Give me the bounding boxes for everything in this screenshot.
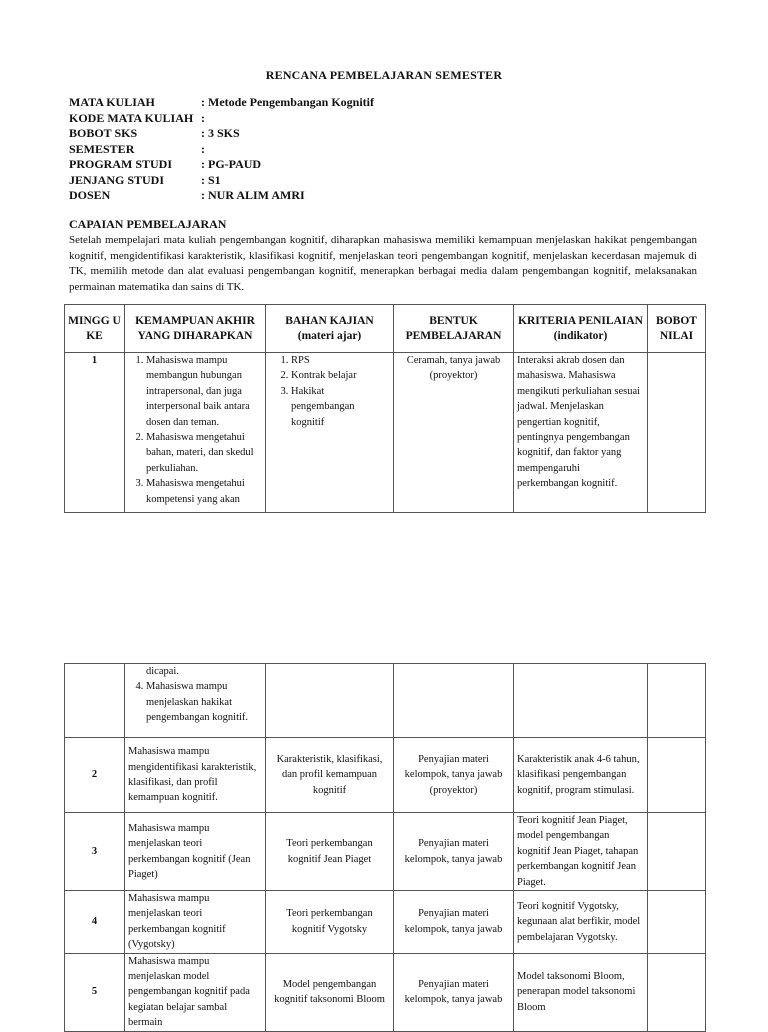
bobot-cell: [648, 664, 706, 738]
meta-label: BOBOT SKS: [69, 126, 138, 140]
week-number: 3: [65, 813, 125, 891]
kriteria-cell: Teori kognitif Jean Piaget, model pengembangan kognitif Jean Piaget, tahapan perkembangan kognitif Jean Piaget.: [514, 813, 648, 891]
bahan-cell: Teori perkembangan kognitif Jean Piaget: [266, 813, 394, 891]
document-title: RENCANA PEMBELAJARAN SEMESTER: [265, 68, 503, 82]
meta-label: KODE MATA KULIAH: [69, 110, 194, 125]
list-item: 4. Mahasiswa mampu menjelaskan hakikat pengembangan kognitif.: [146, 679, 262, 725]
kriteria-cell: Teori kognitif Vygotsky, kegunaan alat berfikir, model pembelajaran Vygotsky.: [514, 891, 648, 954]
capaian-heading: CAPAIAN PEMBELAJARAN: [69, 217, 227, 231]
meta-value: :: [201, 110, 205, 125]
week-number: 1: [65, 353, 125, 513]
table-row: [65, 813, 706, 891]
bentuk-cell: Penyajian materi kelompok, tanya jawab: [394, 953, 514, 1031]
list-item: 1. RPS: [291, 353, 390, 368]
bentuk-cell: Ceramah, tanya jawab (proyektor): [394, 353, 514, 513]
kemampuan-cell: [125, 353, 266, 513]
table-row: [65, 891, 706, 954]
table-row: [65, 738, 706, 813]
bobot-cell: [648, 891, 706, 954]
table-header-row: [65, 305, 706, 353]
week-number: 4: [65, 891, 125, 954]
kemampuan-list: [128, 353, 262, 507]
list-item: 2. Mahasiswa mengetahui bahan, materi, dan skedul perkuliahan.: [146, 430, 262, 476]
meta-row: [69, 111, 374, 127]
week-number: 5: [65, 953, 125, 1031]
kemampuan-cell: Mahasiswa mampu menjelaskan teori perkembangan kognitif (Jean Piaget): [125, 813, 266, 891]
list-item: 3. Hakikat pengembangan kognitif: [291, 384, 390, 430]
kriteria-cell: [514, 664, 648, 738]
header-kemampuan: KEMAMPUAN AKHIR YANG DIHARAPKAN: [125, 305, 266, 353]
kriteria-cell: Model taksonomi Bloom, penerapan model taksonomi Bloom: [514, 953, 648, 1031]
bentuk-cell: [394, 664, 514, 738]
meta-row: [69, 142, 374, 158]
meta-label: MATA KULIAH: [69, 95, 155, 109]
bentuk-cell: Penyajian materi kelompok, tanya jawab: [394, 813, 514, 891]
carry-text: dicapai.: [146, 666, 179, 677]
course-info: [69, 95, 374, 204]
bentuk-cell: Penyajian materi kelompok, tanya jawab: [394, 891, 514, 954]
list-item: 1. Mahasiswa mampu membangun hubungan intrapersonal, dan juga interpersonal baik antara dosen dan teman.: [146, 353, 262, 430]
bobot-cell: [648, 953, 706, 1031]
kemampuan-list: [128, 679, 262, 725]
kriteria-cell: Interaksi akrab dosen dan mahasiswa. Mahasiswa mengikuti perkuliahan sesuai jadwal. Menjelaskan pengertian kognitif, pentingnya pengembangan kognitif, dan faktor yang mempengaruhi perkembangan kognitif.: [514, 353, 648, 513]
week-number: [65, 664, 125, 738]
bahan-cell: [266, 664, 394, 738]
bahan-list: [269, 353, 390, 430]
meta-row: [69, 157, 374, 173]
capaian-text: Setelah mempelajari mata kuliah pengembangan kognitif, diharapkan mahasiswa memiliki kemampuan menjelaskan hakikat pengembangan kognitif, mengidentifikasi karakteristik, klasifikasi kognitif, menjelaskan teori pengembangan kognitif, menjelaskan kecerdasan majemuk di TK, memilih metode dan alat evaluasi pengembangan kognitif, menerapkan berbagai media dalam pengembangan kognitif, melaksanakan permainan matematika dan sains di TK.: [69, 234, 697, 293]
kemampuan-cell: Mahasiswa mampu mengidentifikasi karakteristik, klasifikasi, dan profil kemampuan kognitif.: [125, 738, 266, 813]
rps-table-page1: [64, 304, 706, 513]
meta-row: [69, 95, 374, 111]
kemampuan-cell: [125, 664, 266, 738]
kemampuan-cell: Mahasiswa mampu menjelaskan model pengembangan kognitif pada kegiatan belajar sambal bermain: [125, 953, 266, 1031]
bahan-cell: Model pengembangan kognitif taksonomi Bloom: [266, 953, 394, 1031]
header-bobot: BOBOT NILAI: [648, 305, 706, 353]
meta-value: :: [201, 141, 205, 156]
bobot-cell: [648, 738, 706, 813]
list-item: 2. Kontrak belajar: [291, 368, 390, 383]
meta-row: [69, 126, 374, 142]
table-row: [65, 664, 706, 738]
kemampuan-cell: Mahasiswa mampu menjelaskan teori perkembangan kognitif (Vygotsky): [125, 891, 266, 954]
bentuk-cell: Penyajian materi kelompok, tanya jawab (proyektor): [394, 738, 514, 813]
header-bahan: BAHAN KAJIAN (materi ajar): [266, 305, 394, 353]
header-bentuk: BENTUK PEMBELAJARAN: [394, 305, 514, 353]
bobot-cell: [648, 813, 706, 891]
meta-row: [69, 173, 374, 189]
bahan-cell: Teori perkembangan kognitif Vygotsky: [266, 891, 394, 954]
meta-value: : PG-PAUD: [201, 157, 262, 171]
meta-row: [69, 188, 374, 204]
meta-value: : Metode Pengembangan Kognitif: [201, 95, 374, 109]
table-row: [65, 353, 706, 513]
bahan-cell: Karakteristik, klasifikasi, dan profil kemampuan kognitif: [266, 738, 394, 813]
meta-value: : 3 SKS: [201, 126, 240, 140]
kriteria-cell: Karakteristik anak 4-6 tahun, klasifikasi pengembangan kognitif, program stimulasi.: [514, 738, 648, 813]
header-kriteria: KRITERIA PENILAIAN (indikator): [514, 305, 648, 353]
week-number: 2: [65, 738, 125, 813]
meta-label: SEMESTER: [69, 141, 135, 156]
list-item: 3. Mahasiswa mengetahui kompetensi yang akan: [146, 476, 262, 507]
meta-label: JENJANG STUDI: [69, 172, 165, 187]
table-row: [65, 953, 706, 1031]
rps-table-page2: [64, 663, 706, 1032]
meta-value: : NUR ALIM AMRI: [201, 188, 305, 202]
bahan-cell: [266, 353, 394, 513]
meta-value: : S1: [201, 172, 221, 187]
bobot-cell: [648, 353, 706, 513]
meta-label: DOSEN: [69, 188, 111, 202]
header-minggu: MINGG U KE: [65, 305, 125, 353]
meta-label: PROGRAM STUDI: [69, 157, 173, 171]
